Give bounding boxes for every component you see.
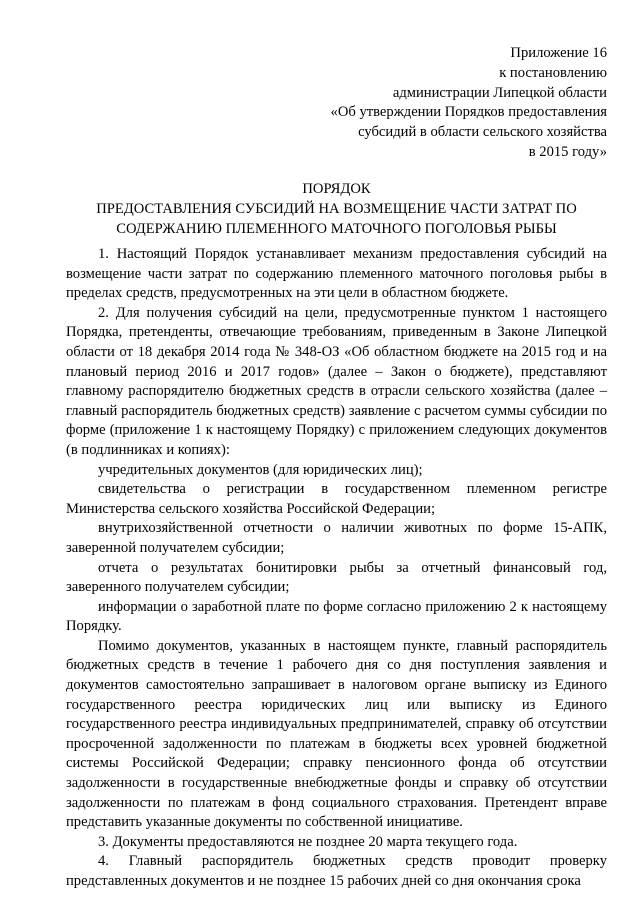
paragraph-2: 2. Для получения субсидий на цели, предусмотренные пунктом 1 настоящего Порядка, претенденты, отвечающие требованиям, приведенным в Законе Липецкой области от 18 декабря 2014 года № 348-ОЗ «Об областном бюджете на 2015 год и на плановый период 2016 и 2017 годов» (далее – Закон о бюджете), представляют главному распорядителю бюджетных средств в отрасли сельского хозяйства (далее – главный распорядитель бюджетных средств) заявление с расчетом суммы субсидии по форме (приложение 1 к настоящему Порядку) с приложением следующих документов (в подлинниках и копиях): [66,304,607,458]
appendix-line: к постановлению [499,64,607,81]
appendix-number: Приложение 16 [510,45,607,61]
list-item: информации о заработной плате по форме согласно приложению 2 к настоящему Порядку. [66,598,607,635]
list-item: учредительных документов (для юридических лиц); [98,461,423,478]
list-item: внутрихозяйственной отчетности о наличии животных по форме 15-АПК, заверенной получателем субсидии; [66,520,607,556]
list-item: свидетельства о регистрации в государственном племенном регистре Министерства сельского хозяйства Российской Федерации; [66,481,607,517]
paragraph-additional: Помимо документов, указанных в настоящем пункте, главный распорядитель бюджетных средств в течение 1 рабочего дня со дня поступления заявления и документов самостоятельно запрашивает в налоговом органе выписку из Единого государственного реестра юридических лиц или выписку из Единого государственного реестра индивидуальных предпринимателей, справку об отсутствии просроченной задолженности по платежам в бюджеты всех уровней бюджетной системы Российской Федерации; справку пенсионного фонда об отсутствии задолженности в государственные внебюджетные фонды и справку об отсутствии задолженности по платежам в фонд социального страхования. Претендент вправе представить указанные документы по собственной инициативе. [66,637,607,831]
appendix-header [331,44,607,163]
appendix-line: «Об утверждении Порядков предоставления [330,104,607,121]
appendix-line: администрации Липецкой области [392,84,607,101]
paragraph-1: 1. Настоящий Порядок устанавливает механизм предоставления субсидий на возмещение части затрат по содержанию племенного маточного поголовья рыбы в пределах средств, предусмотренных на эти цели в областном бюджете. [66,246,607,302]
title-subheading: ПРЕДОСТАВЛЕНИЯ СУБСИДИЙ НА ВОЗМЕЩЕНИЕ ЧАСТИ ЗАТРАТ ПО [96,200,577,217]
list-item: отчета о результатах бонитировки рыбы за отчетный финансовый год, заверенного получателем субсидии; [66,559,607,596]
document-body [66,245,607,892]
title-heading: ПОРЯДОК [302,181,371,197]
paragraph-4: 4. Главный распорядитель бюджетных средств проводит проверку представленных документов и не позднее 15 рабочих дней со дня окончания срока [66,853,607,889]
paragraph-3: 3. Документы предоставляются не позднее 20 марта текущего года. [98,833,518,850]
appendix-line: субсидий в области сельского хозяйства [358,124,607,141]
document-title [66,180,607,239]
appendix-line: в 2015 году» [528,143,607,160]
title-subheading: СОДЕРЖАНИЮ ПЛЕМЕННОГО МАТОЧНОГО ПОГОЛОВЬЯ РЫБЫ [116,220,557,237]
